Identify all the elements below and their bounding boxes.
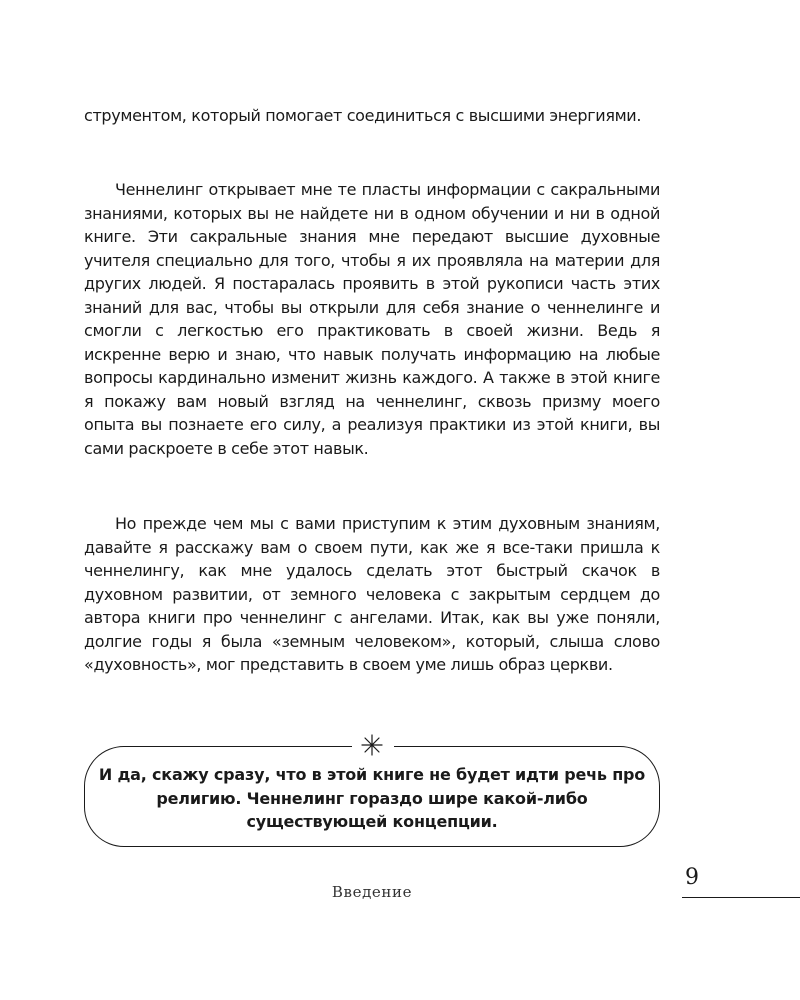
paragraph-continuation: струментом, который помогает соединиться с высшими энергиями.: [84, 106, 642, 125]
page-number: 9: [685, 865, 699, 890]
callout-box: [84, 746, 660, 847]
callout-text: И да, скажу сразу, что в этой книге не будет идти речь про религию. Ченнелинг гораздо шире какой-либо существующей концепции.: [98, 765, 646, 831]
section-title: Введение: [331, 883, 413, 901]
page-number-rule: [682, 897, 800, 898]
paragraph-personal-path: Но прежде чем мы с вами приступим к этим духовным знаниям, давайте я расскажу вам о своем пути, как же я все-таки пришла к ченнелингу, как мне удалось сделать этот быстрый скачок в духовном развитии, от земного человека с закрытым сердцем до автора книги про ченнелинг с ангелами. Итак, как вы уже поняли, долгие годы я была «земным человеком», который, слыша слово «духовность», мог представить в своем уме лишь образ церкви.: [84, 514, 660, 674]
eight-point-star-icon: [360, 733, 384, 757]
paragraph-channeling: Ченнелинг открывает мне те пласты информации с сакральными знаниями, которых вы не найдете ни в одном обучении и ни в одной книге. Эти сакральные знания мне передают высшие духовные учителя специально для того, чтобы я их проявляла на материи для других людей. Я постаралась проявить в этой рукописи часть этих знаний для вас, чтобы вы открыли для себя знание о ченнелинге и смогли с легкостью его практиковать в своей жизни. Ведь я искренне верю и знаю, что навык получать информацию на любые вопросы кардинально изменит жизнь каждого. А также в этой книге я покажу вам новый взгляд на ченнелинг, сквозь призму моего опыта вы познаете его силу, а реализуя практики из этой книги, вы сами раскроете в себе этот навык.: [84, 180, 660, 458]
